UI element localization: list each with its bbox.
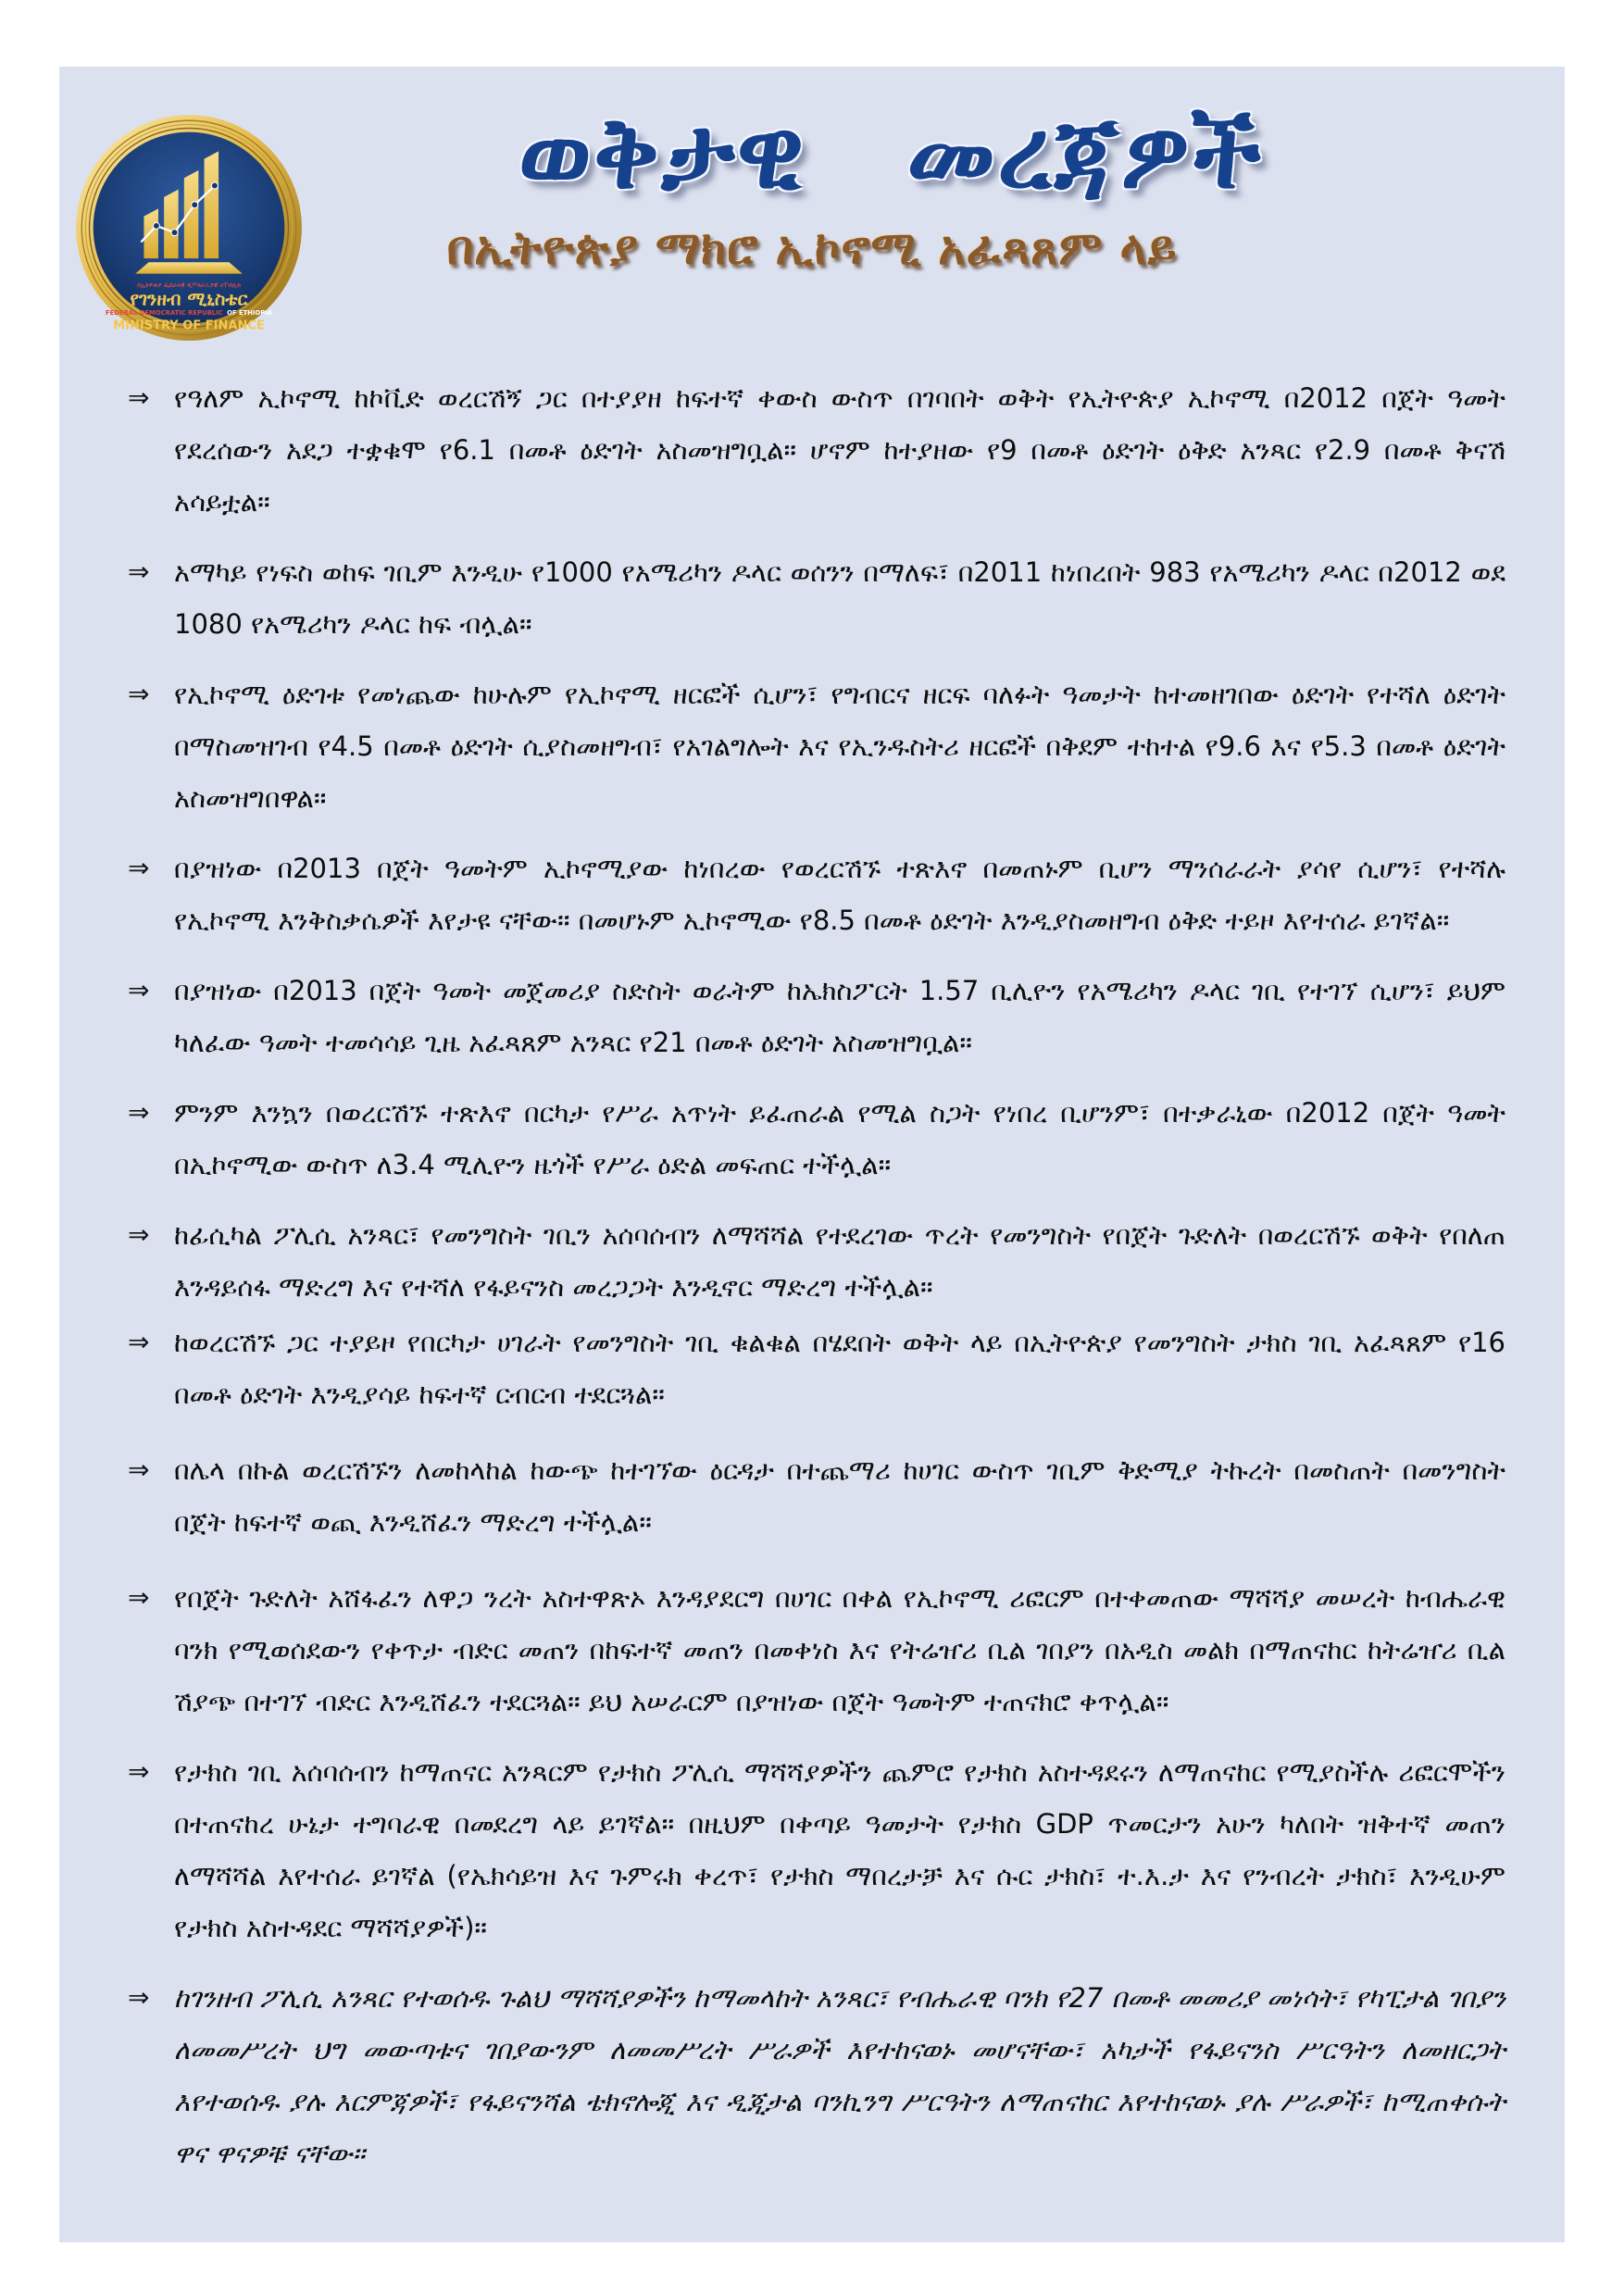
page-title: ወቅታዊ መረጃዎች	[518, 96, 1264, 210]
ministry-of-finance-logo	[74, 113, 304, 343]
arrow-bullet-icon: ⇒	[128, 679, 150, 709]
bullet-list	[59, 344, 1565, 2179]
bullet-text: ከወረርሽኙ ጋር ተያይዞ የበርካታ ሀገራት የመንግስት ገቢ ቁልቁል በሄደበት ወቅት ላይ በኢትዮጵያ የመንግስት ታክስ ገቢ አፈጻጸም የ16 በመቶ ዕድገት እንዲያሳይ ከፍተኛ ርብርብ ተደርጓል።	[174, 1327, 1505, 1410]
logo-english-name: MINISTRY OF FINANCE	[113, 318, 265, 333]
bullet-text: ከፊሲካል ፖሊሲ አንጻር፣ የመንግስት ገቢን አሰባሰብን ለማሻሻል የተደረገው ጥረት የመንግስት የበጀት ጉድለት በወረርሽኙ ወቅት የበለጠ እንዳይሰፋ ማድረግ እና የተሻለ የፋይናንስ መረጋጋት እንዲኖር ማድረግ ተችሏል።	[174, 1219, 1505, 1303]
bullet-item-12	[128, 1972, 1505, 2179]
arrow-bullet-icon: ⇒	[128, 382, 150, 413]
logo-amharic-name: የገንዘብ ሚኒስቴር	[130, 288, 248, 310]
arrow-bullet-icon: ⇒	[128, 1327, 150, 1357]
arrow-bullet-icon: ⇒	[128, 975, 150, 1005]
bullet-text: ምንም እንኳን በወረርሽኙ ተጽእኖ በርካታ የሥራ አጥነት ይፈጠራል የሚል ስጋት የነበረ ቢሆንም፣ በተቃራኒው በ2012 በጀት ዓመት በኢኮኖሚው ውስጥ ለ3.4 ሚሊዮን ዜጎች የሥራ ዕድል መፍጠር ተችሏል።	[174, 1097, 1505, 1180]
arrow-bullet-icon: ⇒	[128, 1582, 150, 1613]
document-page	[59, 67, 1565, 2242]
ministry-logo-emblem-icon	[74, 113, 304, 343]
arrow-bullet-icon: ⇒	[128, 556, 150, 587]
arrow-bullet-icon: ⇒	[128, 853, 150, 883]
arrow-bullet-icon: ⇒	[128, 1454, 150, 1485]
logo-english-small-red: FEDERAL DEMOCRATIC REPUBLIC	[105, 309, 223, 318]
bullet-item-10	[128, 1572, 1505, 1728]
logo-amharic-small-text: በኢትዮጵያ ፌደራላዊ ዲሞክራሲያዊ ሪፐብሊክ	[137, 281, 241, 290]
bullet-item-4	[128, 842, 1505, 946]
logo-english-small-white: OF ETHIOPIA	[227, 309, 273, 318]
arrow-bullet-icon: ⇒	[128, 1219, 150, 1250]
bullet-text: የኢኮኖሚ ዕድገቱ የመነጨው ከሁሉም የኢኮኖሚ ዘርፎች ሲሆን፣ የግብርና ዘርፍ ባለፉት ዓመታት ከተመዘገበው ዕድገት የተሻለ ዕድገት በማስመዝገብ የ4.5 በመቶ ዕድገት ሲያስመዘግብ፣ የአገልግሎት እና የኢንዱስትሪ ዘርፎች በቅደም ተከተል የ9.6 እና የ5.3 በመቶ ዕድገት አስመዝግበዋል።	[174, 679, 1505, 814]
arrow-bullet-icon: ⇒	[128, 1756, 150, 1787]
bullet-text: በሌላ በኩል ወረርሽኙን ለመከላከል ከውጭ ከተገኘው ዕርዳታ በተጨማሪ ከሀገር ውስጥ ገቢም ቅድሚያ ትኩረት በመስጠት በመንግስት በጀት ከፍተኛ ወጪ እንዲሸፈን ማድረግ ተችሏል።	[174, 1454, 1505, 1538]
bullet-item-11	[128, 1746, 1505, 1953]
bullet-text: በያዝነው በ2013 በጀት ዓመት መጀመሪያ ስድስት ወራትም ከኤክስፖርት 1.57 ቢሊዮን የአሜሪካን ዶላር ገቢ የተገኘ ሲሆን፣ ይህም ካለፈው ዓመት ተመሳሳይ ጊዜ አፈጻጸም አንጻር የ21 በመቶ ዕድገት አስመዝግቧል።	[174, 975, 1505, 1058]
bullet-item-2	[128, 546, 1505, 650]
bullet-text: አማካይ የነፍስ ወከፍ ገቢም እንዲሁ የ1000 የአሜሪካን ዶላር ወሰንን በማለፍ፣ በ2011 ከነበረበት 983 የአሜሪካን ዶላር በ2012 ወደ 1080 የአሜሪካን ዶላር ከፍ ብሏል።	[174, 556, 1505, 640]
bullet-text: የበጀት ጉድለት አሸፋፈን ለዋጋ ንረት አስተዋጽኦ እንዳያደርግ በሀገር በቀል የኢኮኖሚ ሪፎርም በተቀመጠው ማሻሻያ መሠረት ከብሔራዊ ባንክ የሚወሰደውን የቀጥታ ብድር መጠን በከፍተኛ መጠን በመቀነስ እና የትሬዠሪ ቢል ገበያን በአዲስ መልክ በማጠናከር ከትሬዠሪ ቢል ሽያጭ በተገኘ ብድር እንዲሸፈን ተደርጓል። ይህ አሠራርም በያዝነው በጀት ዓመትም ተጠናክሮ ቀጥሏል።	[174, 1582, 1505, 1717]
bullet-text: የዓለም ኢኮኖሚ ከኮቪድ ወረርሽኝ ጋር በተያያዘ ከፍተኛ ቀውስ ውስጥ በገባበት ወቅት የኢትዮጵያ ኢኮኖሚ በ2012 በጀት ዓመት የደረሰውን አደጋ ተቋቁሞ የ6.1 በመቶ ዕድገት አስመዝግቧል። ሆኖም ከተያዘው የ9 በመቶ ዕድገት ዕቅድ አንጻር የ2.9 በመቶ ቅናሽ አሳይቷል።	[174, 382, 1505, 518]
bullet-item-6	[128, 1087, 1505, 1191]
arrow-bullet-icon: ⇒	[128, 1097, 150, 1128]
bullet-item-1	[128, 372, 1505, 528]
bullet-text: በያዝነው በ2013 በጀት ዓመትም ኢኮኖሚያው ከነበረው የወረርሽኙ ተጽእኖ በመጠኑም ቢሆን ማንሰራራት ያሳየ ሲሆን፣ የተሻሉ የኢኮኖሚ እንቅስቃሴዎች እየታዩ ናቸው። በመሆኑም ኢኮኖሚው የ8.5 በመቶ ዕድገት እንዲያስመዘግብ ዕቅድ ተይዞ እየተሰራ ይገኛል።	[174, 853, 1505, 936]
bullet-text: የታክስ ገቢ አሰባሰብን ከማጠናር አንጻርም የታክስ ፖሊሲ ማሻሻያዎችን ጨምሮ የታክስ አስተዳደሩን ለማጠናከር የሚያስችሉ ሪፎርሞችን በተጠናከረ ሁኔታ ተግባራዊ በመደረግ ላይ ይገኛል። በዚህም በቀጣይ ዓመታት የታክስ GDP ጥመርታን አሁን ካለበት ዝቅተኛ መጠን ለማሻሻል እየተሰራ ይገኛል (የኤክሳይዝ እና ጉምሩክ ቀረጥ፣ የታክስ ማበረታቻ እና ሱር ታክስ፣ ተ.እ.ታ እና የንብረት ታክስ፣ እንዲሁም የታክስ አስተዳደር ማሻሻያዎች)።	[174, 1756, 1505, 1943]
bullet-item-9	[128, 1444, 1505, 1548]
bullet-text: ከገንዘብ ፖሊሲ አንጻር የተወሰዱ ጉልህ ማሻሻያዎችን ከማመላከት አንጻር፣ የብሔራዊ ባንክ የ27 በመቶ መመሪያ መነሳት፣ የካፒታል ገበያን ለመመሥረት ህግ መውጣቱና ገበያውንም ለመመሥረት ሥራዎች እየተከናወኑ መሆናቸው፣ አካታች የፋይናንስ ሥርዓትን ለመዘርጋት እየተወሰዱ ያሉ እርምጃዎች፣ የፋይናንሻል ቴክኖሎጂ እና ዲጂታል ባንኪንግ ሥርዓትን ለማጠናከር እየተከናወኑ ያሉ ሥራዎች፣ ከሚጠቀሱት ዋና ዋናዎቹ ናቸው።	[174, 1982, 1505, 2169]
bullet-item-8	[128, 1316, 1505, 1420]
svg-text:FEDERAL DEMOCRATIC REPUBLIC	[106, 309, 273, 317]
bullet-item-3	[128, 668, 1505, 824]
page-subtitle: በኢትዮጵያ ማክሮ ኢኮኖሚ አፈጻጸም ላይ	[446, 220, 1178, 275]
bullet-item-7	[128, 1209, 1505, 1313]
arrow-bullet-icon: ⇒	[128, 1982, 150, 2013]
document-header	[59, 67, 1565, 344]
bullet-item-5	[128, 965, 1505, 1068]
